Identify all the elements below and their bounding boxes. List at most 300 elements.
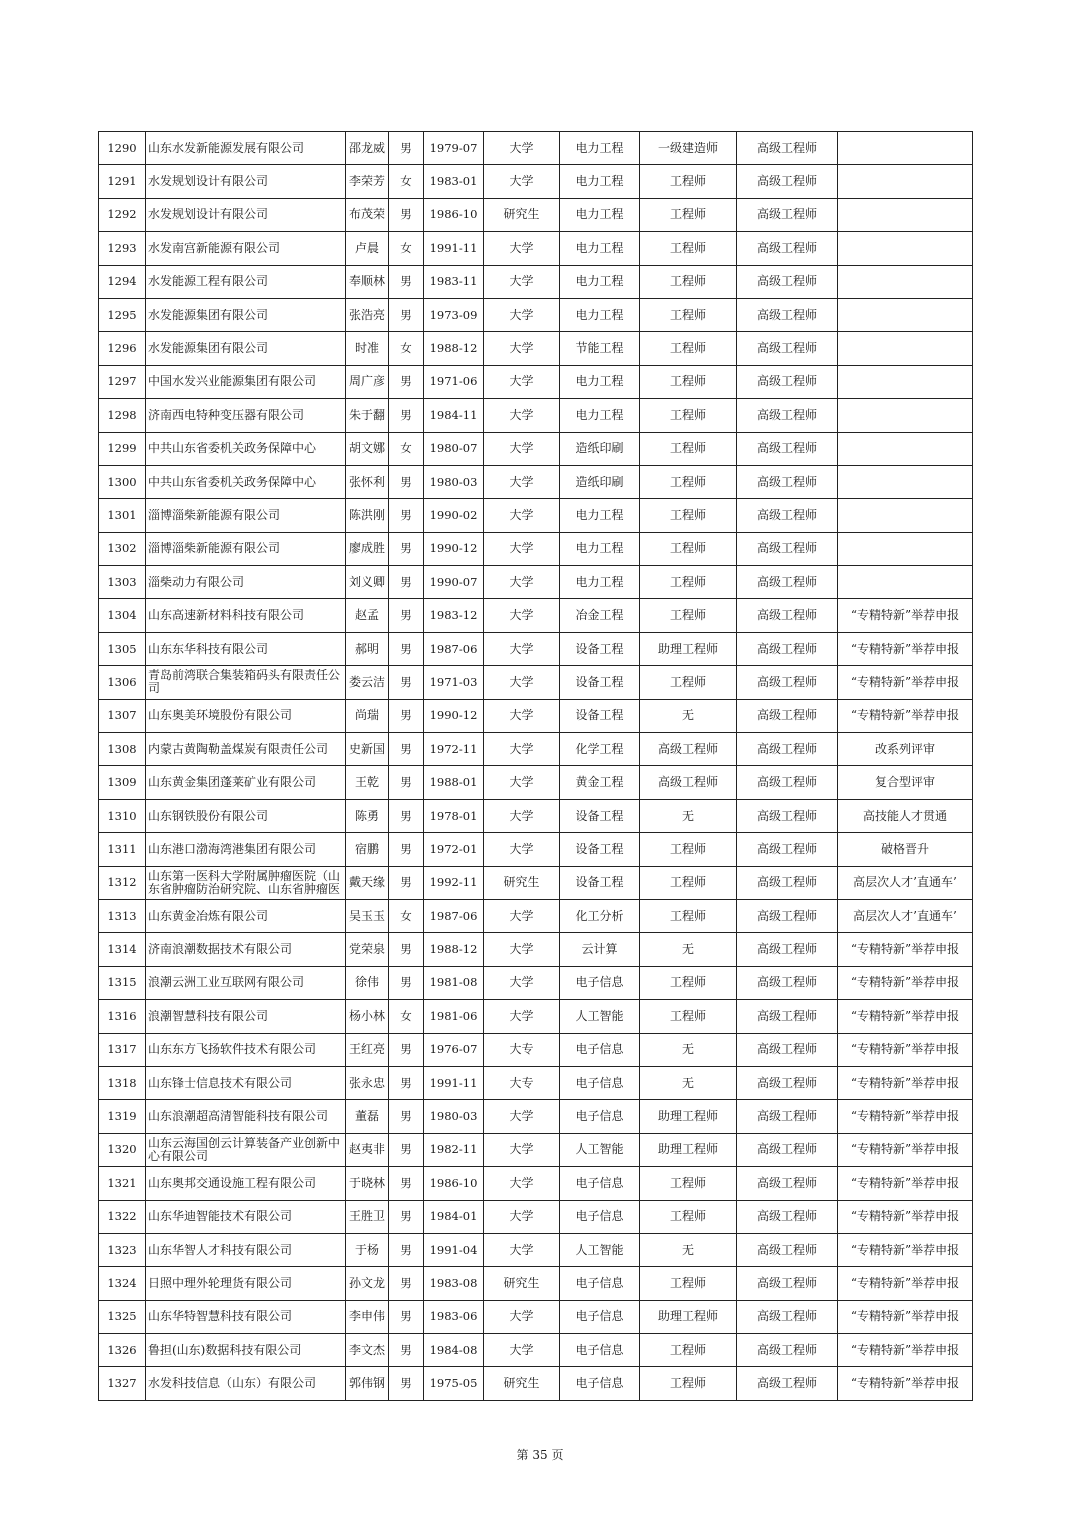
person-name-cell: 廖成胜: [346, 532, 389, 565]
specialty-cell: 电力工程: [560, 232, 640, 265]
applied-title-cell: 高级工程师: [737, 232, 838, 265]
person-name-cell: 布茂荣: [346, 198, 389, 231]
education-cell: 大学: [484, 1200, 560, 1233]
company-name-cell: [146, 632, 346, 665]
birth-date-cell: 1971-06: [424, 365, 484, 398]
applied-title-cell: 高级工程师: [737, 866, 838, 899]
current-title-cell: 高级工程师: [640, 766, 737, 799]
company-name-text: 日照中理外轮理货有限公司: [148, 1276, 293, 1290]
company-name-text: 山东黄金冶炼有限公司: [148, 909, 269, 923]
education-cell: 大学: [484, 332, 560, 365]
specialty-cell: 电子信息: [560, 1066, 640, 1099]
remarks-cell: “专精特新”举荐申报: [838, 1000, 973, 1033]
company-name-cell: [146, 1200, 346, 1233]
company-name-text: 淄柴动力有限公司: [148, 575, 245, 589]
table-body: [99, 132, 973, 1401]
gender-cell: 女: [389, 165, 424, 198]
specialty-cell: 电力工程: [560, 165, 640, 198]
company-name-text: 中共山东省委机关政务保障中心: [148, 442, 317, 456]
remarks-cell: [838, 465, 973, 498]
company-name-text: 山东钢铁股份有限公司: [148, 809, 269, 823]
gender-cell: 男: [389, 1267, 424, 1300]
gender-cell: 男: [389, 566, 424, 599]
applied-title-cell: 高级工程师: [737, 1334, 838, 1367]
company-name-cell: [146, 465, 346, 498]
gender-cell: 女: [389, 332, 424, 365]
education-cell: 大学: [484, 766, 560, 799]
remarks-cell: “专精特新”举荐申报: [838, 599, 973, 632]
birth-date-cell: 1972-01: [424, 833, 484, 866]
gender-cell: 女: [389, 432, 424, 465]
row-number-cell: 1302: [99, 532, 146, 565]
row-number-cell: 1317: [99, 1033, 146, 1066]
person-name-cell: 张永忠: [346, 1066, 389, 1099]
specialty-cell: 电力工程: [560, 298, 640, 331]
current-title-cell: 工程师: [640, 465, 737, 498]
gender-cell: 男: [389, 1066, 424, 1099]
table-row: [99, 232, 973, 265]
company-name-cell: [146, 833, 346, 866]
company-name-text: 济南浪潮数据技术有限公司: [148, 943, 293, 957]
specialty-cell: 人工智能: [560, 1000, 640, 1033]
table-row: [99, 1200, 973, 1233]
birth-date-cell: 1980-03: [424, 465, 484, 498]
person-name-cell: 赵孟: [346, 599, 389, 632]
specialty-cell: 电力工程: [560, 399, 640, 432]
remarks-cell: “专精特新”举荐申报: [838, 632, 973, 665]
applied-title-cell: 高级工程师: [737, 766, 838, 799]
company-name-cell: [146, 1334, 346, 1367]
table-row: [99, 499, 973, 532]
person-name-cell: 赵夷非: [346, 1133, 389, 1166]
company-name-text: 山东华特智慧科技有限公司: [148, 1310, 293, 1324]
table-row: [99, 1267, 973, 1300]
gender-cell: 男: [389, 1033, 424, 1066]
applied-title-cell: 高级工程师: [737, 933, 838, 966]
applied-title-cell: 高级工程师: [737, 1000, 838, 1033]
current-title-cell: 工程师: [640, 265, 737, 298]
applied-title-cell: 高级工程师: [737, 499, 838, 532]
company-name-text: 淄博淄柴新能源有限公司: [148, 508, 281, 522]
row-number-cell: 1321: [99, 1167, 146, 1200]
education-cell: 大学: [484, 799, 560, 832]
remarks-cell: “专精特新”举荐申报: [838, 1133, 973, 1166]
current-title-cell: 无: [640, 1233, 737, 1266]
company-name-cell: [146, 198, 346, 231]
education-cell: 大学: [484, 899, 560, 932]
specialty-cell: 云计算: [560, 933, 640, 966]
specialty-cell: 冶金工程: [560, 599, 640, 632]
row-number-cell: 1326: [99, 1334, 146, 1367]
remarks-cell: “专精特新”举荐申报: [838, 1267, 973, 1300]
education-cell: 大学: [484, 232, 560, 265]
gender-cell: 男: [389, 365, 424, 398]
company-name-cell: [146, 1233, 346, 1266]
gender-cell: 男: [389, 1334, 424, 1367]
company-name-cell: [146, 1133, 346, 1166]
row-number-cell: 1291: [99, 165, 146, 198]
company-name-cell: [146, 499, 346, 532]
specialty-cell: 设备工程: [560, 833, 640, 866]
education-cell: 大学: [484, 566, 560, 599]
company-name-cell: [146, 1100, 346, 1133]
education-cell: 大学: [484, 632, 560, 665]
education-cell: 研究生: [484, 866, 560, 899]
person-name-cell: 刘义卿: [346, 566, 389, 599]
remarks-cell: [838, 132, 973, 165]
specialty-cell: 设备工程: [560, 632, 640, 665]
gender-cell: 男: [389, 499, 424, 532]
gender-cell: 女: [389, 232, 424, 265]
company-name-cell: [146, 1367, 346, 1400]
company-name-text: 内蒙古黄陶勒盖煤炭有限责任公司: [148, 742, 329, 756]
applied-title-cell: 高级工程师: [737, 1200, 838, 1233]
remarks-cell: [838, 265, 973, 298]
current-title-cell: 助理工程师: [640, 1133, 737, 1166]
birth-date-cell: 1981-06: [424, 1000, 484, 1033]
birth-date-cell: 1984-01: [424, 1200, 484, 1233]
specialty-cell: 设备工程: [560, 666, 640, 699]
current-title-cell: 工程师: [640, 399, 737, 432]
birth-date-cell: 1983-08: [424, 1267, 484, 1300]
education-cell: 大学: [484, 933, 560, 966]
specialty-cell: 电力工程: [560, 265, 640, 298]
gender-cell: 男: [389, 1100, 424, 1133]
person-name-cell: 卢晨: [346, 232, 389, 265]
gender-cell: 男: [389, 1133, 424, 1166]
table-row: [99, 198, 973, 231]
table-row: [99, 632, 973, 665]
gender-cell: 男: [389, 465, 424, 498]
education-cell: 大学: [484, 265, 560, 298]
specialty-cell: 化学工程: [560, 733, 640, 766]
company-name-text: 水发规划设计有限公司: [148, 208, 269, 222]
company-name-cell: [146, 132, 346, 165]
table-row: [99, 432, 973, 465]
table-row: [99, 265, 973, 298]
remarks-cell: “专精特新”举荐申报: [838, 699, 973, 732]
specialty-cell: 人工智能: [560, 1133, 640, 1166]
row-number-cell: 1312: [99, 866, 146, 899]
remarks-cell: 高层次人才’直通车’: [838, 899, 973, 932]
current-title-cell: 工程师: [640, 365, 737, 398]
education-cell: 大学: [484, 432, 560, 465]
applied-title-cell: 高级工程师: [737, 1167, 838, 1200]
company-name-cell: [146, 866, 346, 899]
row-number-cell: 1313: [99, 899, 146, 932]
birth-date-cell: 1990-07: [424, 566, 484, 599]
education-cell: 大专: [484, 1033, 560, 1066]
row-number-cell: 1303: [99, 566, 146, 599]
row-number-cell: 1293: [99, 232, 146, 265]
applied-title-cell: 高级工程师: [737, 1133, 838, 1166]
table-row: [99, 1033, 973, 1066]
remarks-cell: “专精特新”举荐申报: [838, 1300, 973, 1333]
company-name-text: 山东浪潮超高清智能科技有限公司: [148, 1110, 329, 1124]
company-name-cell: [146, 1066, 346, 1099]
specialty-cell: 电力工程: [560, 499, 640, 532]
person-name-cell: 李荣芳: [346, 165, 389, 198]
applied-title-cell: 高级工程师: [737, 699, 838, 732]
row-number-cell: 1310: [99, 799, 146, 832]
birth-date-cell: 1991-11: [424, 232, 484, 265]
remarks-cell: [838, 332, 973, 365]
gender-cell: 男: [389, 132, 424, 165]
remarks-cell: [838, 298, 973, 331]
remarks-cell: [838, 399, 973, 432]
person-name-cell: 娄云洁: [346, 666, 389, 699]
specialty-cell: 黄金工程: [560, 766, 640, 799]
gender-cell: 男: [389, 866, 424, 899]
birth-date-cell: 1978-01: [424, 799, 484, 832]
birth-date-cell: 1975-05: [424, 1367, 484, 1400]
education-cell: 大学: [484, 365, 560, 398]
person-name-cell: 胡文娜: [346, 432, 389, 465]
table-row: [99, 465, 973, 498]
table-row: [99, 532, 973, 565]
company-name-text: 山东东华科技有限公司: [148, 642, 269, 656]
current-title-cell: 工程师: [640, 966, 737, 999]
row-number-cell: 1305: [99, 632, 146, 665]
table-row: [99, 566, 973, 599]
remarks-cell: “专精特新”举荐申报: [838, 966, 973, 999]
person-name-cell: 陈洪刚: [346, 499, 389, 532]
current-title-cell: 工程师: [640, 833, 737, 866]
specialty-cell: 化工分析: [560, 899, 640, 932]
current-title-cell: 工程师: [640, 1334, 737, 1367]
row-number-cell: 1308: [99, 733, 146, 766]
education-cell: 大学: [484, 1334, 560, 1367]
gender-cell: 男: [389, 833, 424, 866]
company-name-cell: [146, 766, 346, 799]
remarks-cell: [838, 365, 973, 398]
specialty-cell: 电子信息: [560, 1300, 640, 1333]
company-name-cell: [146, 666, 346, 699]
education-cell: 研究生: [484, 1367, 560, 1400]
person-name-cell: 董磊: [346, 1100, 389, 1133]
remarks-cell: “专精特新”举荐申报: [838, 1233, 973, 1266]
company-name-text: 水发规划设计有限公司: [148, 175, 269, 189]
table-row: [99, 866, 973, 899]
remarks-cell: 高技能人才贯通: [838, 799, 973, 832]
company-name-cell: [146, 332, 346, 365]
table-row: [99, 666, 973, 699]
specialty-cell: 电力工程: [560, 132, 640, 165]
birth-date-cell: 1991-11: [424, 1066, 484, 1099]
specialty-cell: 电力工程: [560, 198, 640, 231]
company-name-cell: [146, 265, 346, 298]
company-name-text: 水发能源集团有限公司: [148, 308, 269, 322]
specialty-cell: 电子信息: [560, 1267, 640, 1300]
company-name-text: 山东黄金集团蓬莱矿业有限公司: [148, 776, 317, 790]
person-name-cell: 邵龙威: [346, 132, 389, 165]
remarks-cell: “专精特新”举荐申报: [838, 1066, 973, 1099]
company-name-cell: [146, 733, 346, 766]
specialty-cell: 造纸印刷: [560, 432, 640, 465]
applied-title-cell: 高级工程师: [737, 198, 838, 231]
current-title-cell: 工程师: [640, 899, 737, 932]
company-name-text: 中共山东省委机关政务保障中心: [148, 475, 317, 489]
gender-cell: 男: [389, 599, 424, 632]
gender-cell: 女: [389, 1000, 424, 1033]
current-title-cell: 无: [640, 699, 737, 732]
current-title-cell: 高级工程师: [640, 733, 737, 766]
company-name-text: 山东华迪智能技术有限公司: [148, 1210, 293, 1224]
table-row: [99, 1334, 973, 1367]
education-cell: 大学: [484, 399, 560, 432]
remarks-cell: 复合型评审: [838, 766, 973, 799]
education-cell: 大学: [484, 1167, 560, 1200]
company-name-cell: [146, 1000, 346, 1033]
person-name-cell: 奉顺林: [346, 265, 389, 298]
birth-date-cell: 1979-07: [424, 132, 484, 165]
company-name-text: 水发南宫新能源有限公司: [148, 241, 281, 255]
education-cell: 大学: [484, 499, 560, 532]
applied-title-cell: 高级工程师: [737, 833, 838, 866]
gender-cell: 男: [389, 699, 424, 732]
person-name-cell: 于晓林: [346, 1167, 389, 1200]
birth-date-cell: 1988-12: [424, 332, 484, 365]
birth-date-cell: 1983-01: [424, 165, 484, 198]
applied-title-cell: 高级工程师: [737, 1033, 838, 1066]
specialty-cell: 设备工程: [560, 699, 640, 732]
current-title-cell: 助理工程师: [640, 1100, 737, 1133]
applied-title-cell: 高级工程师: [737, 265, 838, 298]
specialty-cell: 电子信息: [560, 1033, 640, 1066]
specialty-cell: 设备工程: [560, 799, 640, 832]
birth-date-cell: 1986-10: [424, 198, 484, 231]
education-cell: 大学: [484, 132, 560, 165]
gender-cell: 男: [389, 799, 424, 832]
specialty-cell: 设备工程: [560, 866, 640, 899]
current-title-cell: 工程师: [640, 332, 737, 365]
current-title-cell: 无: [640, 933, 737, 966]
remarks-cell: 高层次人才’直通车’: [838, 866, 973, 899]
education-cell: 大学: [484, 1233, 560, 1266]
education-cell: 大学: [484, 733, 560, 766]
table-row: [99, 1367, 973, 1400]
row-number-cell: 1299: [99, 432, 146, 465]
table-row: [99, 599, 973, 632]
gender-cell: 男: [389, 198, 424, 231]
row-number-cell: 1304: [99, 599, 146, 632]
specialty-cell: 电子信息: [560, 1167, 640, 1200]
birth-date-cell: 1973-09: [424, 298, 484, 331]
company-name-text: 青岛前湾联合集装箱码头有限责任公司: [148, 669, 341, 696]
current-title-cell: 工程师: [640, 1167, 737, 1200]
table-row: [99, 365, 973, 398]
person-name-cell: 戴天缘: [346, 866, 389, 899]
birth-date-cell: 1983-12: [424, 599, 484, 632]
table-row: [99, 933, 973, 966]
personnel-table: [98, 131, 973, 1401]
applied-title-cell: 高级工程师: [737, 1233, 838, 1266]
applied-title-cell: 高级工程师: [737, 532, 838, 565]
applied-title-cell: 高级工程师: [737, 298, 838, 331]
applied-title-cell: 高级工程师: [737, 599, 838, 632]
row-number-cell: 1306: [99, 666, 146, 699]
person-name-cell: 张浩亮: [346, 298, 389, 331]
applied-title-cell: 高级工程师: [737, 899, 838, 932]
gender-cell: 男: [389, 666, 424, 699]
company-name-text: 山东华智人才科技有限公司: [148, 1243, 293, 1257]
remarks-cell: “专精特新”举荐申报: [838, 666, 973, 699]
applied-title-cell: 高级工程师: [737, 399, 838, 432]
birth-date-cell: 1992-11: [424, 866, 484, 899]
company-name-cell: [146, 966, 346, 999]
table-row: [99, 1066, 973, 1099]
table-row: [99, 699, 973, 732]
company-name-text: 中国水发兴业能源集团有限公司: [148, 375, 317, 389]
applied-title-cell: 高级工程师: [737, 1267, 838, 1300]
specialty-cell: 电子信息: [560, 966, 640, 999]
company-name-cell: [146, 532, 346, 565]
applied-title-cell: 高级工程师: [737, 733, 838, 766]
current-title-cell: 助理工程师: [640, 1300, 737, 1333]
remarks-cell: “专精特新”举荐申报: [838, 1367, 973, 1400]
person-name-cell: 孙文龙: [346, 1267, 389, 1300]
row-number-cell: 1292: [99, 198, 146, 231]
table-row: [99, 966, 973, 999]
current-title-cell: 助理工程师: [640, 632, 737, 665]
birth-date-cell: 1990-02: [424, 499, 484, 532]
education-cell: 大学: [484, 298, 560, 331]
birth-date-cell: 1981-08: [424, 966, 484, 999]
row-number-cell: 1290: [99, 132, 146, 165]
company-name-text: 山东东方飞扬软件技术有限公司: [148, 1043, 317, 1057]
company-name-text: 淄博淄柴新能源有限公司: [148, 542, 281, 556]
current-title-cell: 工程师: [640, 499, 737, 532]
company-name-text: 山东云海国创云计算装备产业创新中心有限公司: [148, 1136, 341, 1163]
education-cell: 大专: [484, 1066, 560, 1099]
current-title-cell: 工程师: [640, 1367, 737, 1400]
specialty-cell: 人工智能: [560, 1233, 640, 1266]
company-name-cell: [146, 599, 346, 632]
table-row: [99, 733, 973, 766]
current-title-cell: 工程师: [640, 198, 737, 231]
company-name-text: 山东奥邦交通设施工程有限公司: [148, 1176, 317, 1190]
remarks-cell: “专精特新”举荐申报: [838, 1200, 973, 1233]
person-name-cell: 陈勇: [346, 799, 389, 832]
company-name-text: 水发能源工程有限公司: [148, 275, 269, 289]
education-cell: 大学: [484, 666, 560, 699]
table-row: [99, 399, 973, 432]
specialty-cell: 电力工程: [560, 532, 640, 565]
person-name-cell: 李文杰: [346, 1334, 389, 1367]
gender-cell: 男: [389, 1367, 424, 1400]
company-name-cell: [146, 699, 346, 732]
current-title-cell: 工程师: [640, 165, 737, 198]
applied-title-cell: 高级工程师: [737, 566, 838, 599]
gender-cell: 男: [389, 1167, 424, 1200]
table-row: [99, 1167, 973, 1200]
person-name-cell: 吴玉玉: [346, 899, 389, 932]
company-name-cell: [146, 365, 346, 398]
birth-date-cell: 1984-11: [424, 399, 484, 432]
person-name-cell: 周广彦: [346, 365, 389, 398]
current-title-cell: 工程师: [640, 1000, 737, 1033]
education-cell: 大学: [484, 1300, 560, 1333]
applied-title-cell: 高级工程师: [737, 666, 838, 699]
applied-title-cell: 高级工程师: [737, 966, 838, 999]
row-number-cell: 1311: [99, 833, 146, 866]
applied-title-cell: 高级工程师: [737, 1300, 838, 1333]
remarks-cell: [838, 232, 973, 265]
person-name-cell: 王乾: [346, 766, 389, 799]
table-row: [99, 165, 973, 198]
applied-title-cell: 高级工程师: [737, 432, 838, 465]
remarks-cell: [838, 432, 973, 465]
